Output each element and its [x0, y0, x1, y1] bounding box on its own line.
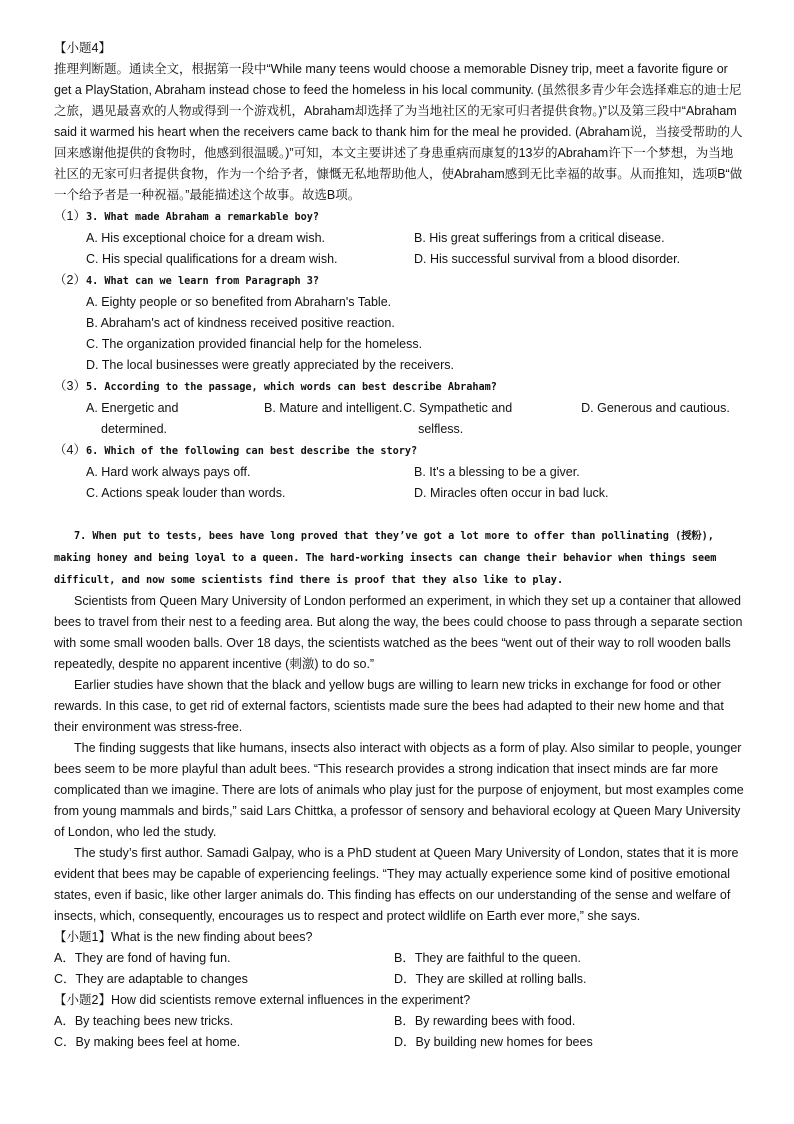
option-a: A. Energetic and determined.	[86, 401, 179, 436]
option-d: D. Miracles often occur in bad luck.	[414, 486, 609, 500]
question-stem: 4. What can we learn from Paragraph 3?	[85, 276, 320, 287]
option-c: C. His special qualifications for a dream wish.	[86, 252, 338, 266]
option-c: C．They are adaptable to changes	[54, 972, 248, 986]
option-b: B. Mature and intelligent.	[264, 401, 403, 415]
passage-paragraph-4: The study’s first author. Samadi Galpay, who is a PhD student at Queen Mary University of London, states that it is more evident that bees may be capable of experiencing feelings. “They may actually experience some kind of positive emotional states, even if basic, like other larger animals do. This finding has effects on our understanding of the sense and welfare of insects, which, consequently, encourages us to respect and protect wildlife on Earth ever more,” she says.	[54, 846, 739, 923]
question-number: （3）	[54, 379, 86, 393]
options-row	[54, 948, 744, 969]
option-d: D．They are skilled at rolling balls.	[394, 972, 587, 986]
options-row	[86, 462, 744, 483]
option-a: A．They are fond of having fun.	[54, 951, 231, 965]
option-b: B. His great sufferings from a critical disease.	[414, 231, 665, 245]
question-number: （4）	[54, 443, 86, 457]
option-c: C. Sympathetic and selfless.	[403, 401, 513, 436]
question-1	[54, 206, 744, 228]
explanation-text: 推理判断题。通读全文，根据第一段中“While many teens would choose a memorable Disney trip, meet a favorite figure or get a PlayStation, Abraham instead chose to feed the homeless in his local community. (虽然很多青少年会选择难忘的迪士尼之旅，遇见最喜欢的人物或得到一个游戏机，Abraham却选择了为当地社区的无家可归者提供食物。)”以及第三段中“Abraham said it warmed his heart when the receivers came back to thank him for the meal he provided. (Abraham说，当接受帮助的人回来感谢他提供的食物时，他感到很温暖。)”可知，本文主要讲述了身患重病而康复的13岁的Abraham许下一个梦想，为当地社区的无家可归者提供食物，作为一个给予者，慷慨无私地帮助他人，使Abraham感到无比幸福的故事。从而推知，选项B“做一个给予者是一种祝福。”最能描述这个故事。故选B项。	[54, 62, 743, 202]
options-row	[86, 228, 744, 249]
question-stem: 3. What made Abraham a remarkable boy?	[85, 212, 320, 223]
option-d: D. His successful survival from a blood disorder.	[414, 252, 681, 266]
option-a: A．By teaching bees new tricks.	[54, 1014, 234, 1028]
question-3	[54, 376, 744, 398]
passage-intro-text: 7. When put to tests, bees have long proved that they’ve got a lot more to offer than pollinating (授粉), making honey and being loyal to a queen. The hard-working insects can change their behavior when things seem difficult, and now some scientists find there is proof that they also like to play.	[54, 531, 717, 586]
question-stem: 5. According to the passage, which words can best describe Abraham?	[85, 382, 497, 393]
options-row	[86, 249, 744, 270]
passage-intro	[54, 525, 744, 591]
option-c: C．By making bees feel at home.	[54, 1035, 241, 1049]
passage-paragraph-3: The finding suggests that like humans, insects also interact with objects as a form of play. Also similar to people, younger bees seem to be more playful than adult bees. “This research provides a strong indication that insect minds are far more complicated than we imagine. There are lots of animals who play just for the purpose of enjoyment, but most examples come from young mammals and birds,” said Lars Chittka, a professor of sensory and behavioral ecology at Queen Mary University of London, who led the study.	[54, 741, 744, 839]
explanation-header: 【小题4】	[54, 41, 111, 55]
question-number: （2）	[54, 273, 86, 287]
passage-paragraph-2: Earlier studies have shown that the black and yellow bugs are willing to learn new tricks in exchange for food or other rewards. In this case, to get rid of external factors, scientists made sure the bees had adapted to their new home and that their environment was stress-free.	[54, 678, 724, 734]
option-a: A. Hard work always pays off.	[86, 465, 251, 479]
question-4	[54, 440, 744, 462]
options-row	[54, 969, 744, 990]
options-row	[54, 1032, 744, 1053]
question-stem: 6. Which of the following can best describe the story?	[85, 446, 418, 457]
options-row	[86, 483, 744, 504]
option-a: A. His exceptional choice for a dream wish.	[86, 231, 325, 245]
document-page	[54, 38, 744, 1053]
option-b: B．By rewarding bees with food.	[394, 1014, 576, 1028]
subquestion-2-stem: 【小题2】How did scientists remove external influences in the experiment?	[54, 993, 471, 1007]
question-2	[54, 270, 744, 292]
option-d: D．By building new homes for bees	[394, 1035, 593, 1049]
option-d: D. Generous and cautious.	[581, 401, 730, 415]
options-row	[86, 398, 744, 440]
subquestion-1-stem: 【小题1】What is the new finding about bees?	[54, 930, 313, 944]
question-number: （1）	[54, 209, 86, 223]
option-c: C. The organization provided financial help for the homeless.	[86, 337, 423, 351]
option-b: B. Abraham's act of kindness received positive reaction.	[86, 316, 395, 330]
spacer	[54, 504, 744, 525]
option-d: D. The local businesses were greatly appreciated by the receivers.	[86, 358, 455, 372]
option-b: B. It's a blessing to be a giver.	[414, 465, 580, 479]
option-c: C. Actions speak louder than words.	[86, 486, 286, 500]
option-a: A. Eighty people or so benefited from Abraharn's Table.	[86, 295, 392, 309]
options-row	[54, 1011, 744, 1032]
option-b: B．They are faithful to the queen.	[394, 951, 581, 965]
passage-paragraph-1: Scientists from Queen Mary University of London performed an experiment, in which they set up a container that allowed bees to travel from their nest to a feeding area. But along the way, the bees could choose to pass through a separate section with some small wooden balls. Over 18 days, the scientists watched as the bees “went out of their way to roll wooden balls repeatedly, despite no apparent incentive (刺激) to do so.”	[54, 594, 743, 671]
